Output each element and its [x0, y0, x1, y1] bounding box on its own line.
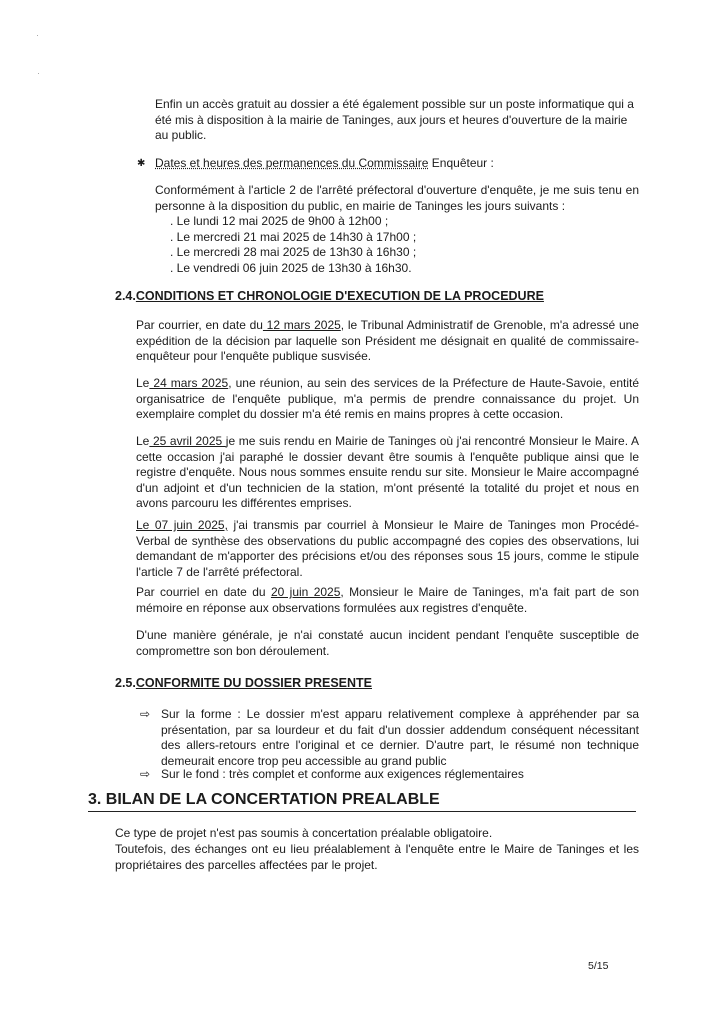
paragraph-mairie-visit	[136, 434, 639, 512]
list-item: . Le lundi 12 mai 2025 de 9h00 à 12h00 ;	[170, 214, 389, 228]
section-title: BILAN DE LA CONCERTATION PREALABLE	[105, 791, 440, 808]
section-heading-3	[88, 791, 636, 812]
bullet-text: Sur la forme : Le dossier m'est apparu relativement complexe à appréhender par sa présentation, par sa lourdeur et du fait d'un dossier addendum conséquent nécessitant des allers-retours entre l'original et ce dernier. D'autre part, le résumé non technique demeurait encore trop peu accessible au grand public	[161, 707, 639, 768]
paragraph-tribunal	[136, 318, 639, 365]
permanences-heading-label: Dates et heures des permanences du Commissaire	[155, 156, 429, 170]
section-title: CONFORMITE DU DOSSIER PRESENTE	[135, 676, 372, 690]
scan-speck	[37, 35, 38, 36]
section-number: 2.4.	[115, 289, 136, 303]
paragraph-exchanges: Toutefois, des échanges ont eu lieu préalablement à l'enquête entre le Maire de Taninges et les propriétaires des parcelles affectées par le projet.	[115, 842, 639, 872]
date-run: 12 mars 2025	[262, 318, 341, 332]
arrow-right-icon: ⇨	[140, 767, 151, 781]
conformity-bullet-form	[140, 707, 639, 769]
text-run: , une réunion, au sein des services de la Préfecture de Haute-Savoie, entité organisatrice de l'enquête publique, m'a permis de prendre connaissance du projet. Un exemplaire complet du dossier m'a été remis en mains propres à cette occasion.	[136, 376, 639, 422]
list-item: . Le mercredi 28 mai 2025 de 13h30 à 16h30 ;	[170, 245, 417, 260]
date-run: 24 mars 2025	[149, 376, 229, 390]
paragraph-memoire-reponse	[136, 585, 639, 616]
text-run: Par courrier, en date du	[136, 318, 263, 332]
paragraph-no-concertation: Ce type de projet n'est pas soumis à concertation préalable obligatoire.	[115, 826, 493, 840]
arrow-right-icon: ⇨	[140, 707, 151, 721]
text-run: Par courriel en date du	[136, 585, 271, 599]
permanences-heading-rest: Enquêteur :	[428, 156, 494, 170]
text-run: , Monsieur le Maire de Taninges, m'a fait part de son mémoire en réponse aux observations formulées aux registres d'enquête.	[136, 585, 639, 615]
page-number: 5/15	[588, 960, 609, 972]
paragraph-permanences-intro: Conformément à l'article 2 de l'arrêté préfectoral d'ouverture d'enquête, je me suis tenu en personne à la disposition du public, en mairie de Taninges les jours suivants :	[155, 183, 639, 213]
text-run: Le	[136, 434, 150, 448]
paragraph-free-access: Enfin un accès gratuit au dossier a été également possible sur un poste informatique qui a été mis à disposition à la mairie de Taninges, aux jours et heures d'ouverture de la mairie au public.	[155, 97, 634, 143]
section-heading-2-5	[115, 676, 372, 690]
date-run: 25 avril 2025	[149, 434, 226, 448]
section-number: 2.5.	[115, 676, 136, 690]
text-run: Le	[136, 376, 150, 390]
asterisk-bullet-icon: ✱	[137, 158, 146, 169]
paragraph-proces-verbal	[136, 518, 639, 580]
list-item: . Le mercredi 21 mai 2025 de 14h30 à 17h00 ;	[170, 229, 417, 244]
permanences-heading	[155, 156, 639, 172]
scan-speck	[38, 73, 39, 74]
conformity-bullet-substance	[140, 767, 639, 783]
permanences-list	[170, 214, 416, 276]
text-run: je me suis rendu en Mairie de Taninges où j'ai rencontré Monsieur le Maire. A cette occasion j'ai paraphé le dossier devant être soumis à l'enquête publique ainsi que le registre d'enquête. Nous nous sommes ensuite rendu sur site. Monsieur le Maire accompagné d'un adjoint et d'un technicien de la station, m'ont présenté la totalité du projet et nous en avons parcouru les différentes emprises.	[136, 434, 639, 511]
text-run: j'ai transmis par courriel à Monsieur le Maire de Taninges mon Procédé-Verbal de synthèse des observations du public accompagné des copies des observations, lui demandant de m'apporter des précisions et/ou des réponses sous 15 jours, comme le stipule l'article 7 de l'arrêté préfectoral.	[136, 518, 639, 579]
date-run: Le 07 juin 2025,	[136, 518, 228, 532]
bullet-text: Sur le fond : très complet et conforme aux exigences réglementaires	[161, 767, 524, 781]
section-heading-2-4	[115, 289, 544, 303]
paragraph-prefecture-meeting	[136, 376, 639, 423]
date-run: 20 juin 2025	[270, 585, 341, 599]
list-item: . Le vendredi 06 juin 2025 de 13h30 à 16h30.	[170, 260, 412, 275]
section-number: 3.	[88, 791, 102, 808]
text-run: , le Tribunal Administratif de Grenoble, m'a adressé une expédition de la décision par laquelle son Président me désignait en qualité de commissaire-enquêteur pour l'enquête publique susvisée.	[136, 318, 639, 364]
paragraph-no-incident: D'une manière générale, je n'ai constaté aucun incident pendant l'enquête susceptible de compromettre son bon déroulement.	[136, 628, 639, 658]
section-title: CONDITIONS ET CHRONOLOGIE D'EXECUTION DE LA PROCEDURE	[135, 289, 544, 303]
